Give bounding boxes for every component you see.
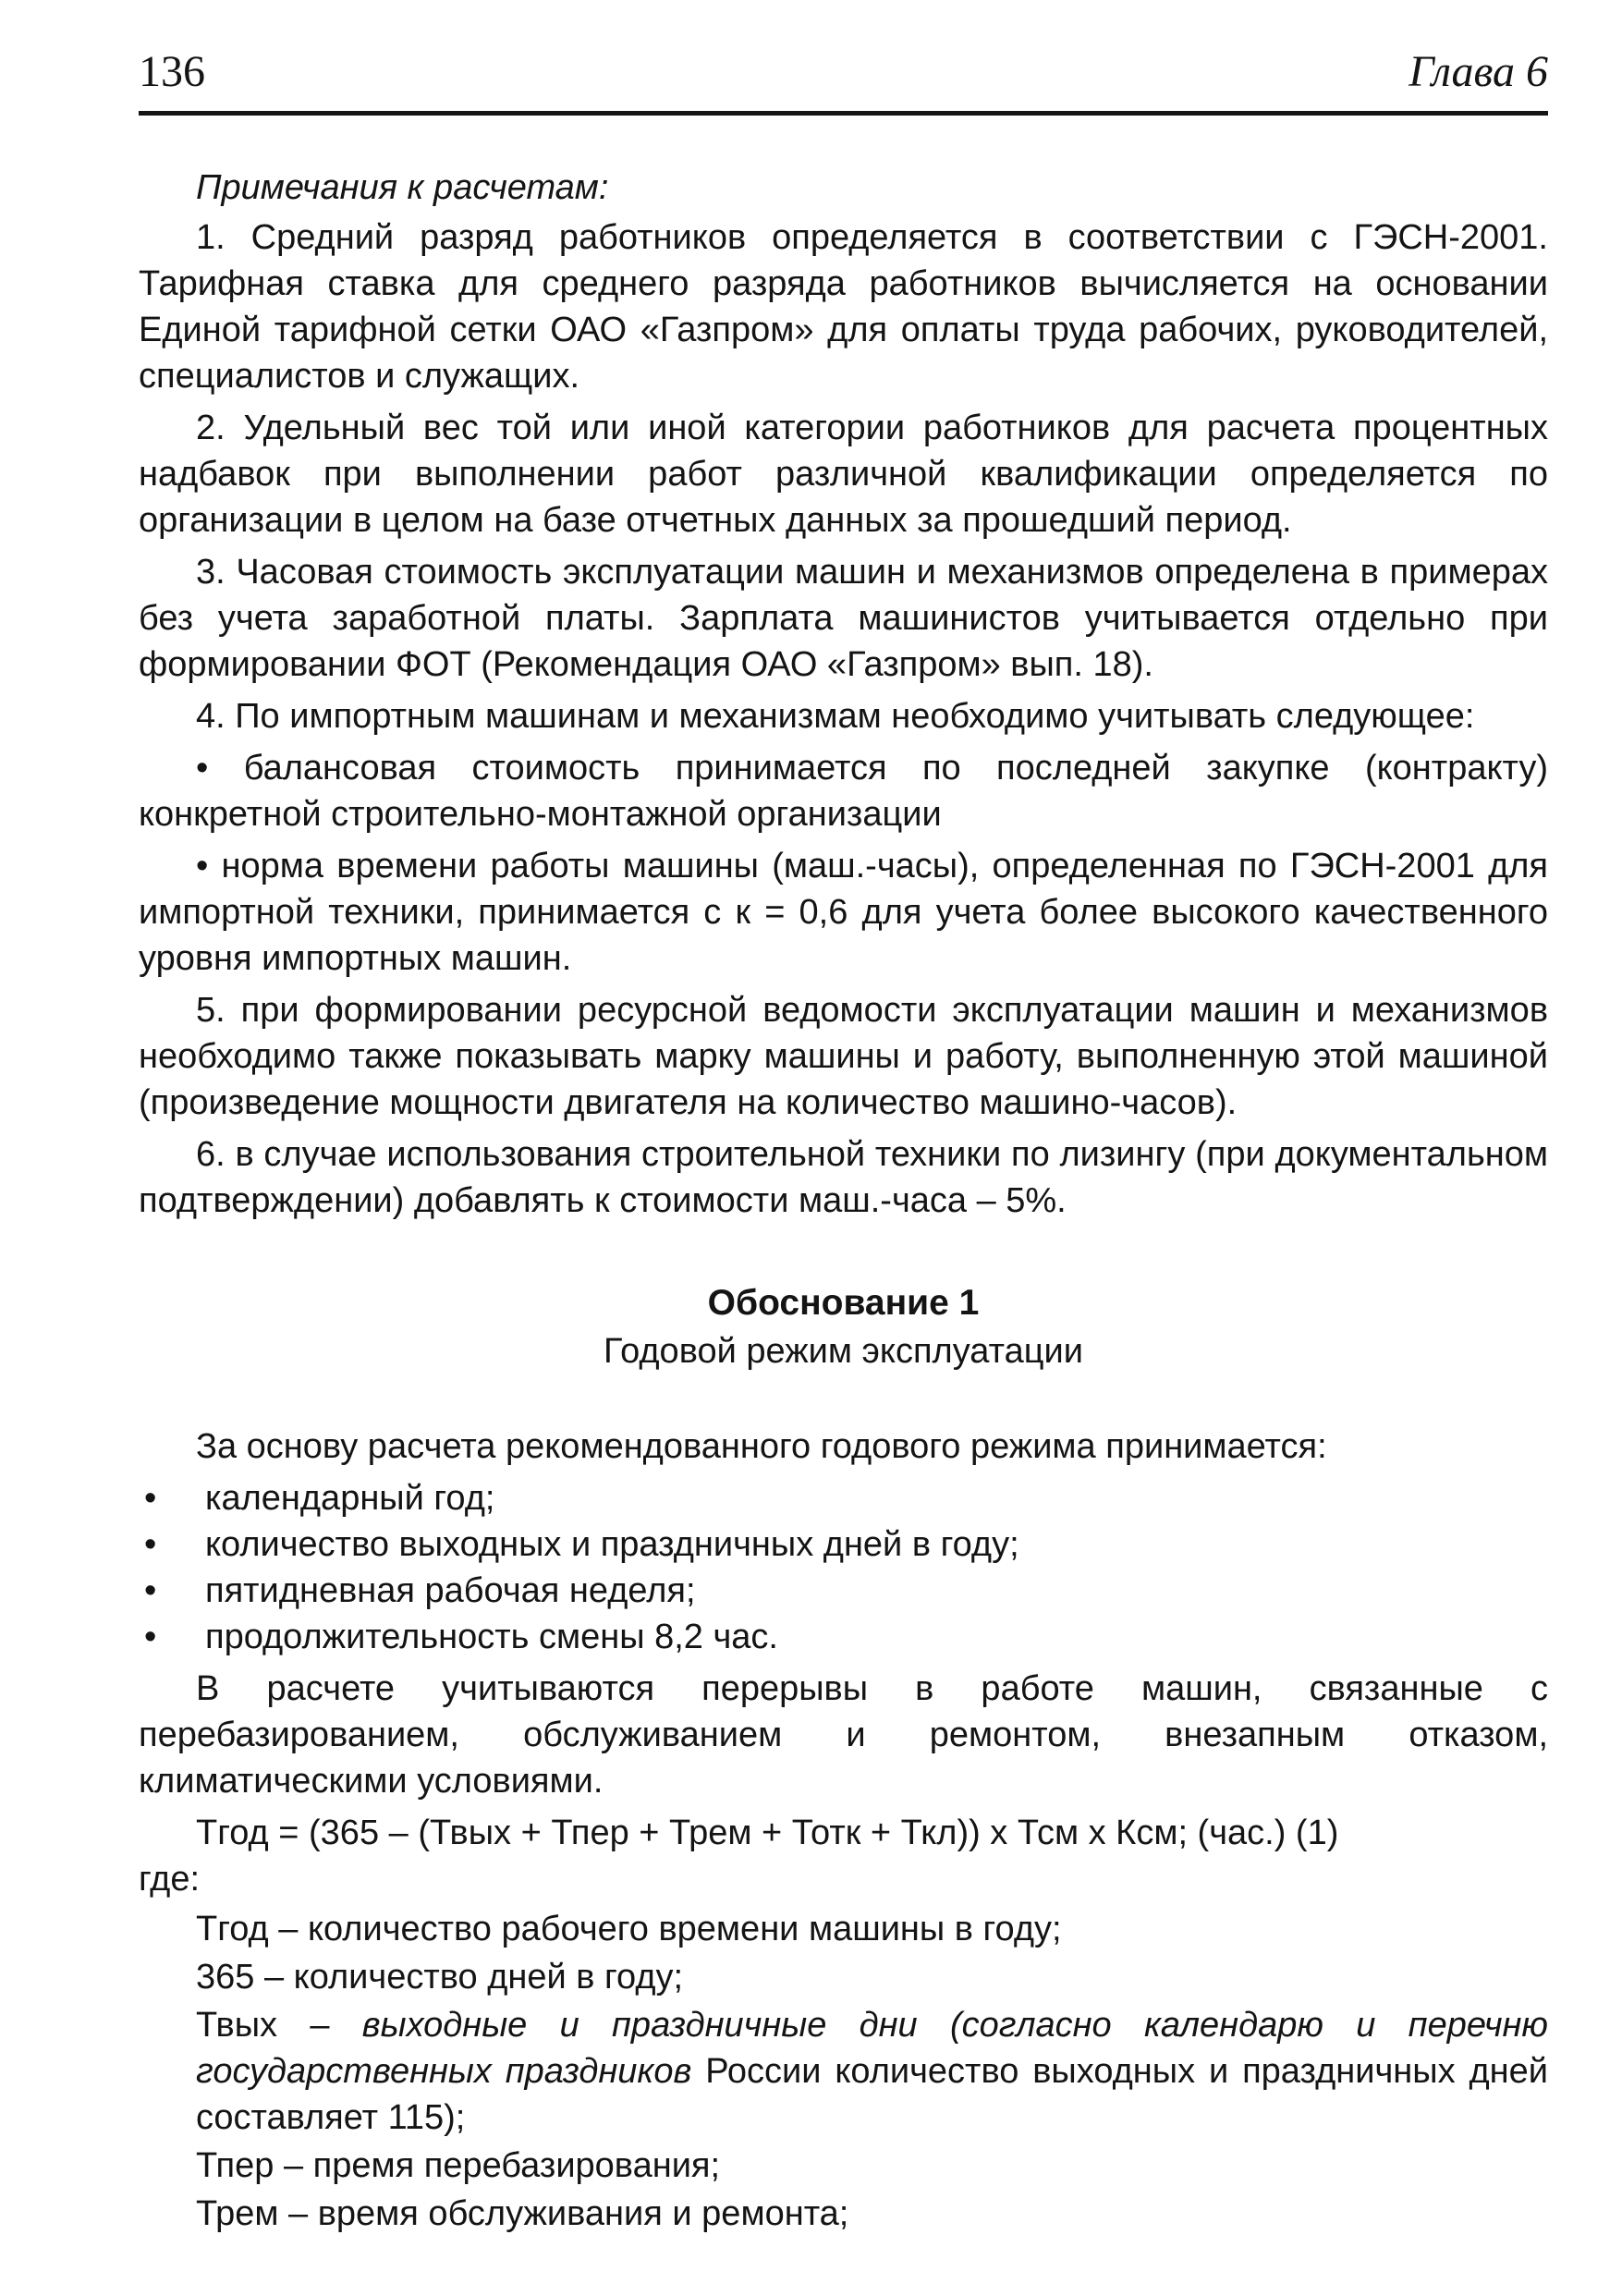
criteria-list <box>139 1475 1548 1660</box>
formula-definitions <box>139 1906 1548 2237</box>
definition-tvyh-rest: России количество выходных и праздничных дней составляет 115); <box>196 2052 1548 2137</box>
definition-tvyh-italic: выходные и праздничные дни (согласно календарю и перечню государственных праздников <box>196 2006 1548 2091</box>
note-3: 3. Часовая стоимость эксплуатации машин и механизмов определена в примерах без учета заработной платы. Зарплата машинистов учитывается отдельно при формировании ФОТ (Рекомендация ОАО «Газпром» вып. 18). <box>139 553 1548 684</box>
section-title: Обоснование 1 <box>707 1283 980 1323</box>
definition-365: 365 – количество дней в году; <box>196 1958 684 1997</box>
note-4-bullet-1: • балансовая стоимость принимается по последней закупке (контракту) конкретной строительно-монтажной организации <box>139 749 1548 834</box>
notes-title: Примечания к расчетам: <box>196 168 609 207</box>
definition-tvyh-lead: Твых – <box>196 2006 362 2045</box>
note-2: 2. Удельный вес той или иной категории работников для расчета процентных надбавок при выполнении работ различной квалификации определяется по организации в целом на базе отчетных данных за прошедший период. <box>139 409 1548 540</box>
definition-trem: Трем – время обслуживания и ремонта; <box>196 2194 849 2233</box>
list-item: • продолжительность смены 8,2 час. <box>139 1614 1548 1660</box>
list-item: • количество выходных и праздничных дней в году; <box>139 1521 1548 1568</box>
chapter-title: Глава 6 <box>1409 47 1548 96</box>
definition-tvyh <box>196 2002 1548 2141</box>
section-heading <box>139 1279 1548 1375</box>
list-item: • пятидневная рабочая неделя; <box>139 1568 1548 1614</box>
section-intro: За основу расчета рекомендованного годового режима принимается: <box>196 1427 1327 1466</box>
where-label: где: <box>139 1860 201 1899</box>
definition-tper: Тпер – премя перебазирования; <box>196 2146 721 2185</box>
note-4: 4. По импортным машинам и механизмам необходимо учитывать следующее: <box>196 697 1475 736</box>
page-number: 136 <box>139 47 205 96</box>
page-header <box>139 46 1548 116</box>
page-content <box>139 165 1548 2239</box>
list-item: • календарный год; <box>139 1475 1548 1521</box>
note-1: 1. Средний разряд работников определяется в соответствии с ГЭСН-2001. Тарифная ставка для среднего разряда работников вычисляется на основании Единой тарифной сетки ОАО «Газпром» для оплаты труда рабочих, руководителей, специалистов и служащих. <box>139 218 1548 396</box>
section-subtitle: Годовой режим эксплуатации <box>604 1332 1083 1371</box>
note-4-bullet-2: • норма времени работы машины (маш.-часы), определенная по ГЭСН-2001 для импортной техники, принимается с к = 0,6 для учета более высокого качественного уровня импортных машин. <box>139 847 1548 978</box>
note-5: 5. при формировании ресурсной ведомости эксплуатации машин и механизмов необходимо также показывать марку машины и работу, выполненную этой машиной (произведение мощности двигателя на количество машино-часов). <box>139 991 1548 1122</box>
definition-tgod: Тгод – количество рабочего времени машины в году; <box>196 1910 1062 1948</box>
note-6: 6. в случае использования строительной техники по лизингу (при документальном подтверждении) добавлять к стоимости маш.-часа – 5%. <box>139 1135 1548 1220</box>
notes-block <box>139 165 1548 1224</box>
breaks-paragraph: В расчете учитываются перерывы в работе машин, связанные с перебазированием, обслуживанием и ремонтом, внезапным отказом, климатическими условиями. <box>139 1669 1548 1801</box>
formula: Тгод = (365 – (Твых + Тпер + Трем + Тотк + Ткл)) х Тсм х Ксм; (час.) (1) <box>196 1814 1339 1852</box>
